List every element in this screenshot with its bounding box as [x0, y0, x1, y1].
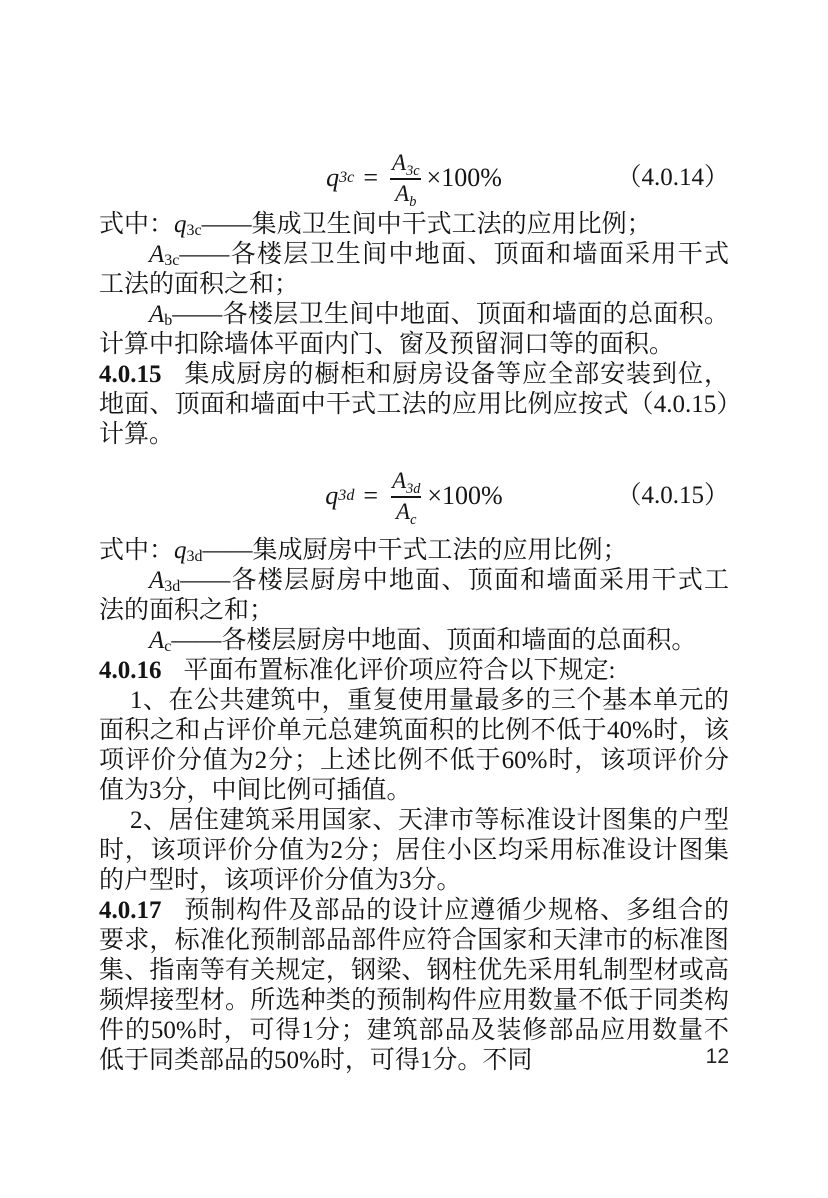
variable: A	[149, 627, 165, 654]
where-line	[99, 210, 729, 240]
where-line	[99, 566, 729, 626]
variable: A	[149, 241, 165, 268]
equals-sign: =	[363, 163, 379, 192]
variable-subscript: c	[164, 637, 172, 655]
clause-4-0-16	[99, 656, 729, 686]
denominator-subscript: c	[410, 511, 417, 528]
fraction-numerator	[387, 150, 425, 178]
formula-4-0-14	[99, 146, 729, 210]
denominator-subscript: b	[409, 193, 417, 210]
equation: q 3c = $\frac{A_{3c}}{A_b}$ ×100%	[326, 149, 502, 210]
denominator-base: A	[395, 180, 410, 206]
list-item-text: 1、在公共建筑中，重复使用量最多的三个基本单元的面积之和占评价单元总建筑面积的比例不低于40%时，该项评价分值为2分；上述比例不低于60%时，该项评价分值为3分，中间比例可插值。	[99, 687, 729, 804]
equation-lhs: q	[325, 481, 339, 510]
variable-subscript: 3c	[164, 251, 180, 269]
list-item-2	[99, 806, 729, 896]
where-prefix: 式中：	[99, 537, 175, 564]
numerator-base: A	[392, 149, 407, 175]
clause-4-0-17	[99, 896, 729, 1076]
clause-number: 4.0.16	[99, 657, 162, 684]
variable-description: ——各楼层厨房中地面、顶面和墙面的总面积。	[171, 627, 697, 654]
where-line	[99, 626, 729, 656]
numerator-base: A	[392, 467, 407, 493]
list-item-1	[99, 686, 729, 806]
where-line	[99, 300, 729, 360]
variable-subscript: b	[164, 311, 173, 329]
variable-description: ——集成卫生间中干式工法的应用比例；	[201, 211, 652, 238]
multiplier: ×100%	[426, 163, 502, 192]
variable: A	[149, 301, 165, 328]
clause-text: 平面布置标准化评价项应符合以下规定:	[183, 657, 616, 684]
where-line	[99, 240, 729, 300]
clause-number: 4.0.15	[99, 361, 162, 388]
numerator-subscript: 3c	[406, 162, 420, 179]
variable-description: ——集成厨房中干式工法的应用比例；	[202, 537, 628, 564]
fraction-denominator	[390, 178, 421, 210]
equation: q 3d = $\frac{A_{3d}}{A_c}$ ×100%	[325, 467, 503, 528]
variable-description: ——各楼层卫生间中地面、顶面和墙面的总面积。计算中扣除墙体平面内门、窗及预留洞口等的面积。	[99, 301, 729, 358]
clause-text: 预制构件及部品的设计应遵循少规格、多组合的要求，标准化预制部品部件应符合国家和天津市的标准图集、指南等有关规定，钢梁、钢柱优先采用轧制型材或高频焊接型材。所选种类的预制构件应用数量不低于同类构件的50%时，可得1分；建筑部品及装修部品应用数量不低于同类部品的50%时，可得1分。不同	[99, 897, 729, 1074]
page-number: 12	[705, 1045, 729, 1068]
fraction-denominator	[391, 496, 421, 528]
variable-subscript: 3d	[186, 547, 203, 565]
multiplier: ×100%	[427, 481, 503, 510]
fraction	[387, 149, 425, 210]
equation-number: （4.0.14）	[616, 164, 729, 191]
clause-4-0-15	[99, 360, 729, 450]
variable-description: ——各楼层卫生间中地面、顶面和墙面采用干式工法的面积之和；	[99, 241, 729, 298]
clause-text: 集成厨房的橱柜和厨房设备等应全部安装到位，地面、顶面和墙面中干式工法的应用比例应按式（4.0.15）计算。	[99, 361, 729, 448]
variable: q	[174, 211, 187, 238]
variable-description: ——各楼层厨房中地面、顶面和墙面采用干式工法的面积之和；	[99, 567, 729, 624]
list-item-text: 2、居住建筑采用国家、天津市等标准设计图集的户型时，该项评价分值为2分；居住小区均采用标准设计图集的户型时，该项评价分值为3分。	[99, 807, 729, 894]
equation-number: （4.0.15）	[616, 482, 729, 509]
variable-subscript: 3d	[164, 577, 181, 595]
formula-4-0-15	[99, 464, 729, 528]
where-prefix: 式中：	[99, 211, 175, 238]
variable: q	[174, 537, 187, 564]
denominator-base: A	[396, 498, 411, 524]
fraction	[387, 467, 425, 528]
variable-subscript: 3c	[186, 221, 202, 239]
equals-sign: =	[363, 481, 379, 510]
equation-lhs: q	[326, 163, 340, 192]
where-line	[99, 536, 729, 566]
variable: A	[149, 567, 165, 594]
numerator-subscript: 3d	[406, 480, 421, 497]
clause-number: 4.0.17	[99, 897, 162, 924]
fraction-numerator	[387, 468, 425, 496]
